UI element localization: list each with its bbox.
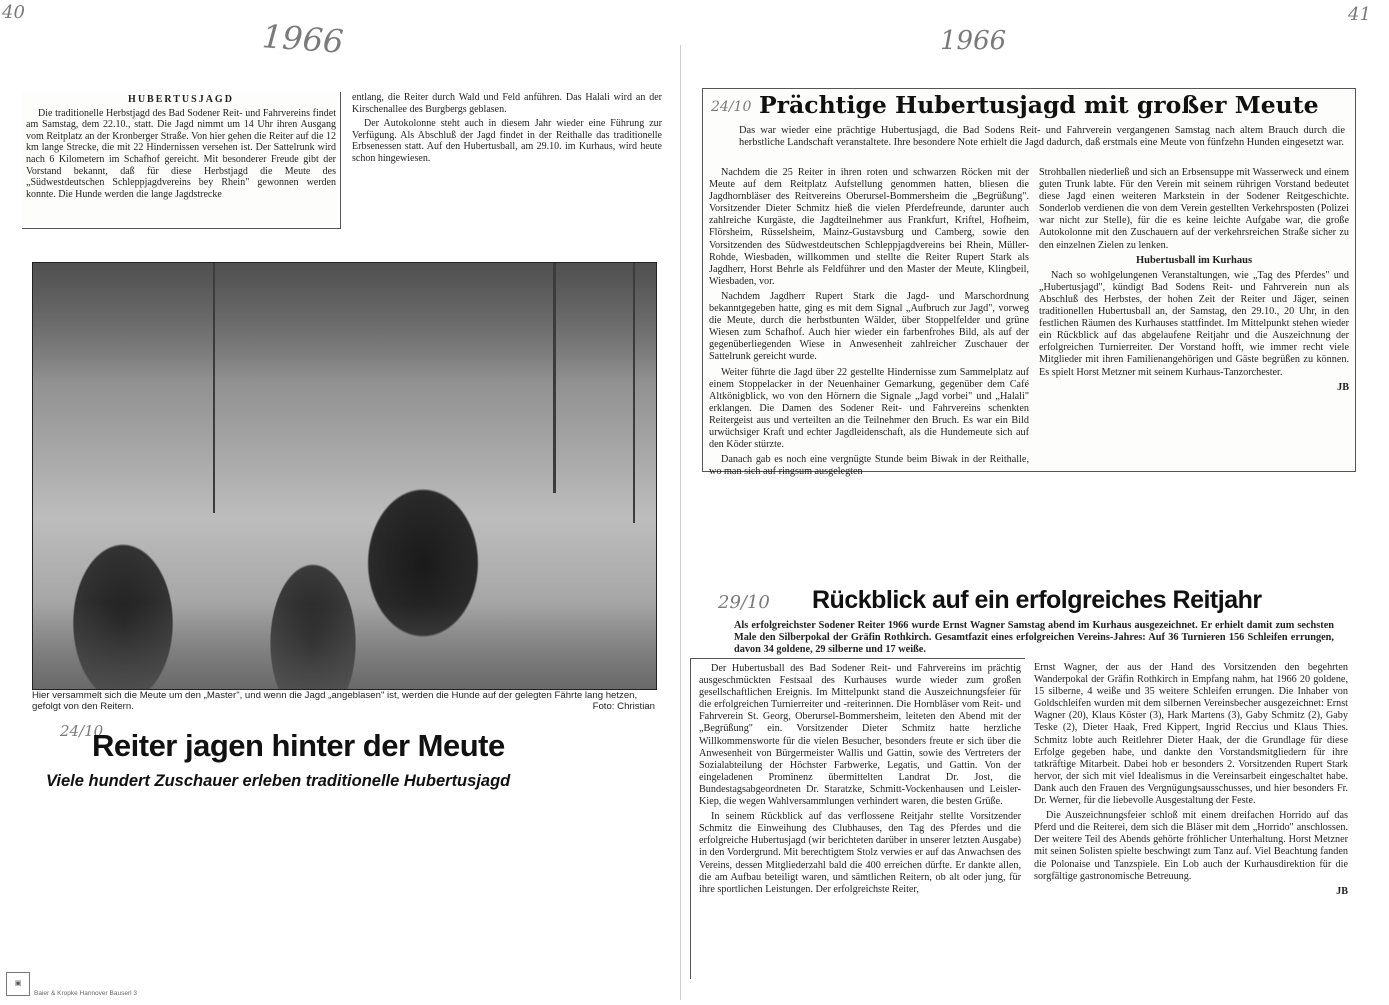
notice-col2b: Der Autokolonne steht auch in diesem Jahr wieder eine Führung zur Verfügung. Als Abschluß der Jagd findet in der Reithalle das traditionelle Erbsenessen statt. Auf den Hubertusball, am 29.10. im Kurhaus, wird heute schon hingewiesen.: [352, 118, 662, 164]
article-pracht: [702, 88, 1356, 478]
article2-date-note: 29/10: [718, 592, 770, 613]
article1-col1-p3: Weiter führte die Jagd über 22 gestellte Hindernisse zum Sammelplatz auf einem Stoppelacker in der Neuenhainer Gemarkung, gegenüber dem Café Altkönigblick, wo von den Hörnern die Signale „Jagd vorbei" und „Halali" erklangen. Die Damen des Sodener Reit- und Fahrvereins schenkten Reitergeist aus und verteilten an die Teilnehmer den Bruch. Es war ein Bild urwüchsiger Kraft und echter Jagdleidenschaft, als die Hundemeute sich auf den Köder stürzte.: [709, 366, 1029, 451]
hunt-photo: [32, 262, 657, 690]
photo-article-headline: Reiter jagen hinter der Meute: [92, 728, 505, 763]
article1-col1-p4: Danach gab es noch eine vergnügte Stunde beim Biwak in der Reithalle, wo man sich auf ringsum ausgelegten: [709, 454, 1029, 478]
article1-col1-p2: Nachdem Jagdherr Rupert Stark die Jagd- und Marschordnung bekanntgegeben hatte, ging es mit dem Signal „Aufbruch zur Jagd", vorweg die Meute, durch die herbstbunten Wälder, über Stoppelfelder und grüne Wiesen zum Schafhof. Auch hier wieder ein farbenfrohes Bild, als auf der gegenüberliegenden Wiese in Anwesenheit zahlreicher Zuschauer der Sattelrunk gereicht wurde.: [709, 290, 1029, 363]
article2-headline: Rückblick auf ein erfolgreiches Reitjahr: [812, 586, 1262, 614]
footer-imprint: Baier & Kropke Hannover Bauserl 3: [34, 990, 137, 997]
right-year-note: 1966: [940, 26, 1007, 56]
notice-clipping: [22, 90, 662, 230]
article2-lead: Als erfolgreichster Sodener Reiter 1966 wurde Ernst Wagner Samstag abend im Kurhaus ausgezeichnet. Er erhielt damit zum sechsten Male den Silberpokal der Gräfin Rothkirch. Gesamtfazit eines erfolgreichen Vereins-Jahres: Auf 36 Turnieren 156 Schleifen errungen, davon 34 goldene, 29 silberne und 17 weiße.: [734, 620, 1334, 655]
photo-caption: [32, 690, 655, 712]
article2-signature: JB: [1336, 885, 1348, 897]
notice-col1: Die traditionelle Herbstjagd des Bad Sodener Reit- und Fahrvereins findet am Samstag, dem 22.10., statt. Die Jagd nimmt um 14 Uhr ihren Ausgang vom Reitplatz an der Kronberger Straße. Von hier gehen die Reiter auf die 12 km lange Strecke, die mit 22 Hindernissen versehen ist. Der Sattelrunk wird nach 6 Kilometern im Schafhof gereicht. Mit besonderer Freude gibt der Vorstand bekannt, daß für diese Herbstjagd die Meute des „Südwestdeutschen Schleppjagdvereins bey Rhein" gewonnen werden konnte. Die Hunde werden die lange Jagdstrecke: [26, 107, 336, 200]
article2-col2-p1: Ernst Wagner, der aus der Hand des Vorsitzenden den begehrten Wanderpokal der Gräfin Rothkirch in Empfang nahm, hat 1966 20 goldene, 15 silberne, 4 weiße und 35 weitere Schleifen errungen. Die Inhaber von Goldschleifen wurden mit dem silbernen Vereinsbecher ausgezeichnet: Ernst Wagner (20), Klaus Köster (3), Hark Martens (3), Gaby Schmitz (2), Gaby Teske (2), Dieter Haak, Fred Kippert, Ingrid Reccius und Klaus Thies. Schmitz lobte auch Reitlehrer Dieter Haak, der die Grundlage für diese Erfolge gegeben habe, und dankte den Vorstandsmitgliedern für ihre tatkräftige Mitarbeit. Dabei hob er besonders 2. Vorsitzenden Rupert Stark hervor, der sich mit viel Idealismus in die Vereinsarbeit eingeschaltet habe. Dank auch den Frauen des Vergnügungsausschusses, und hier besonders Fr. Dr. Werner, für die liebevolle Ausgestaltung der Feste.: [1034, 662, 1348, 807]
archive-stamp-icon: ▣: [6, 972, 30, 996]
article-rueckblick: [690, 580, 1360, 975]
caption-text: Hier versammelt sich die Meute um den „Master", und wenn die Jagd „angeblasen" ist, werden die Hunde auf der gelegten Fährte lang hetzen, gefolgt von den Reitern.: [32, 690, 638, 712]
article2-col1-p2: In seinem Rückblick auf das verflossene Reitjahr stellte Vorsitzender Schmitz die Einweihung des Clubhauses, den Tag des Pferdes und die erfolgreiche Hubertusjagd (wir berichteten darüber in unserer letzten Ausgabe) in den Vordergrund. Mit berechtigtem Stolz verwies er auf das Anwachsen des Vereins, dessen Mitgliederzahl bald die 400 erreichen dürfte. Er dankte allen, die am Aufbau beteiligt waren, und sämtlichen Reitern, ob alt oder jung, für ihre sportlichen Leistungen. Der erfolgreichste Reiter,: [699, 811, 1021, 895]
article1-date-note: 24/10: [711, 99, 752, 115]
article1-col2-p1: Strohballen niederließ und sich an Erbsensuppe mit Wasserweck und einem guten Trunk labte. Für den Verein mit seinem rührigen Vorstand bedeutet diese Jagd einen weiteren Markstein in der Sodener Reitgeschichte. Sonderlob verdienen die von dem Verein gestellten Verkehrsposten (Polizei war nicht zur Stelle), für die es keine leichte Aufgabe war, die große Autokolonne mit den Zuschauern auf der verkehrsreichen Straße sicher zu den einzelnen Zielen zu lenken.: [1039, 167, 1349, 251]
article1-col1-p1: Nachdem die 25 Reiter in ihren roten und schwarzen Röcken mit der Meute auf dem Reitplatz Aufstellung genommen hatten, bliesen die Jagdhornbläser des Reitvereins Oberursel-Bommersheim die „Begrüßung". Vorsitzender Dieter Schmitz hieß die vielen Pferdefreunde, darunter auch zahlreiche Kurgäste, die Jagdteilnehmer aus Frankfurt, Kriftel, Hofheim, Flörsheim, Rüsselsheim, Mainz-Gustavsburg und Camberg, sowie den Vorsitzenden des Südwestdeutschen Schleppjagdvereins bei Rhein, Müller-Rohde, Wiesbaden, willkommen und stellte die Reiter Rupert Stark als Jagdherr, Horst Behrle als Feldführer und den Master der Meute, Klingbeil, Wiesbaden, vor.: [709, 167, 1029, 287]
notice-heading: HUBERTUSJAGD: [128, 94, 234, 105]
photo-credit: Foto: Christian: [592, 701, 655, 712]
article1-signature: JB: [1337, 381, 1349, 393]
left-page-number: 40: [2, 2, 25, 23]
article1-col2-p2: Nach so wohlgelungenen Veranstaltungen, wie „Tag des Pferdes" und „Hubertusjagd", kündigt Bad Sodens Reit- und Fahrverein nun als Abschluß des Herbstes, der hohen Zeit der Reiter und Jäger, seinen traditionellen Hubertusball an, der Samstag, den 29.10., 20 Uhr, in den festlichen Räumen des Kurhauses stattfindet. Im Mittelpunkt stehen wieder ein Rückblick auf das abgelaufene Reitjahr und die Auszeichnung der erfolgreichen Turnierreiter. Der Vorstand hofft, wie immer recht viele Mitglieder mit ihren Familienangehörigen und Gäste begrüßen zu können. Es spielt Horst Metzner mit seinem Kurhaus-Tanzorchester.: [1039, 269, 1349, 378]
photo-article-subheadline: Viele hundert Zuschauer erleben traditionelle Hubertusjagd: [46, 772, 511, 790]
page-gutter: [680, 45, 681, 1000]
right-page-number: 41: [1348, 4, 1371, 25]
article2-col1-p1: Der Hubertusball des Bad Sodener Reit- und Fahrvereins im prächtig ausgeschmückten Festsaal des Kurhauses wurde wieder zum großen gesellschaftlichen Ereignis. Im Mittelpunkt stand die Auszeichnungsfeier für die erfolgreichen Turnierreiter und -reiterinnen. Die Hornbläser vom Reit- und Fahrverein St. Georg, Oberursel-Bommersheim, leiteten den Abend mit der „Begrüßung" ein. Vorsitzender Dieter Schmitz hatte herzliche Willkommensworte für die vielen Besucher, besonders freute er sich über die Anwesenheit von Bürgermeister Wallis und Gattin, sowie des Vertreters der Sozialabteilung der Höchster Farbwerke, Legatis, und Gattin. Von der eingeladenen Prominenz übermittelten Landrat Dr. Jost, die Bundestagsabgeordneten Dr. Staratzke, Schmitt-Vockenhausen und Leisler-Kiep, die wegen Wahlversammlungen verhindert waren, die besten Grüße.: [699, 663, 1021, 808]
photo-article: [32, 262, 657, 722]
article1-headline: Prächtige Hubertusjagd mit großer Meute: [759, 91, 1319, 119]
photo-article-date-note: 24/10: [60, 722, 104, 740]
notice-col2a: entlang, die Reiter durch Wald und Feld anführen. Das Halali wird an der Kirschenallee des Burgbergs geblasen.: [352, 92, 662, 115]
article1-subheading: Hubertusball im Kurhaus: [1135, 254, 1253, 266]
left-year-note: 1966: [260, 17, 345, 61]
article2-col2-p2: Die Auszeichnungsfeier schloß mit einem dreifachen Horrido auf das Pferd und die Reiterei, dem sich die Bläser mit dem „Horrido" anschlossen. Der weitere Teil des Abends gehörte fröhlicher Unterhaltung. Horst Metzner mit seinen Solisten spielte beschwingt zum Tanz auf. Viel Beachtung fanden die Polonaise und Tanzspiele. Ein Lob auch der Kurhausdirektion für die sorgfältige gastronomische Betreuung.: [1034, 810, 1348, 882]
article1-lead: Das war wieder eine prächtige Hubertusjagd, die Bad Sodens Reit- und Fahrverein vergangenen Samstag nach altem Brauch durch die herbstliche Landschaft veranstaltete. Ihre besondere Note erhielt die Jagd dadurch, daß erstmals eine Meute von fünfzehn Hunden eingesetzt war.: [739, 125, 1345, 148]
